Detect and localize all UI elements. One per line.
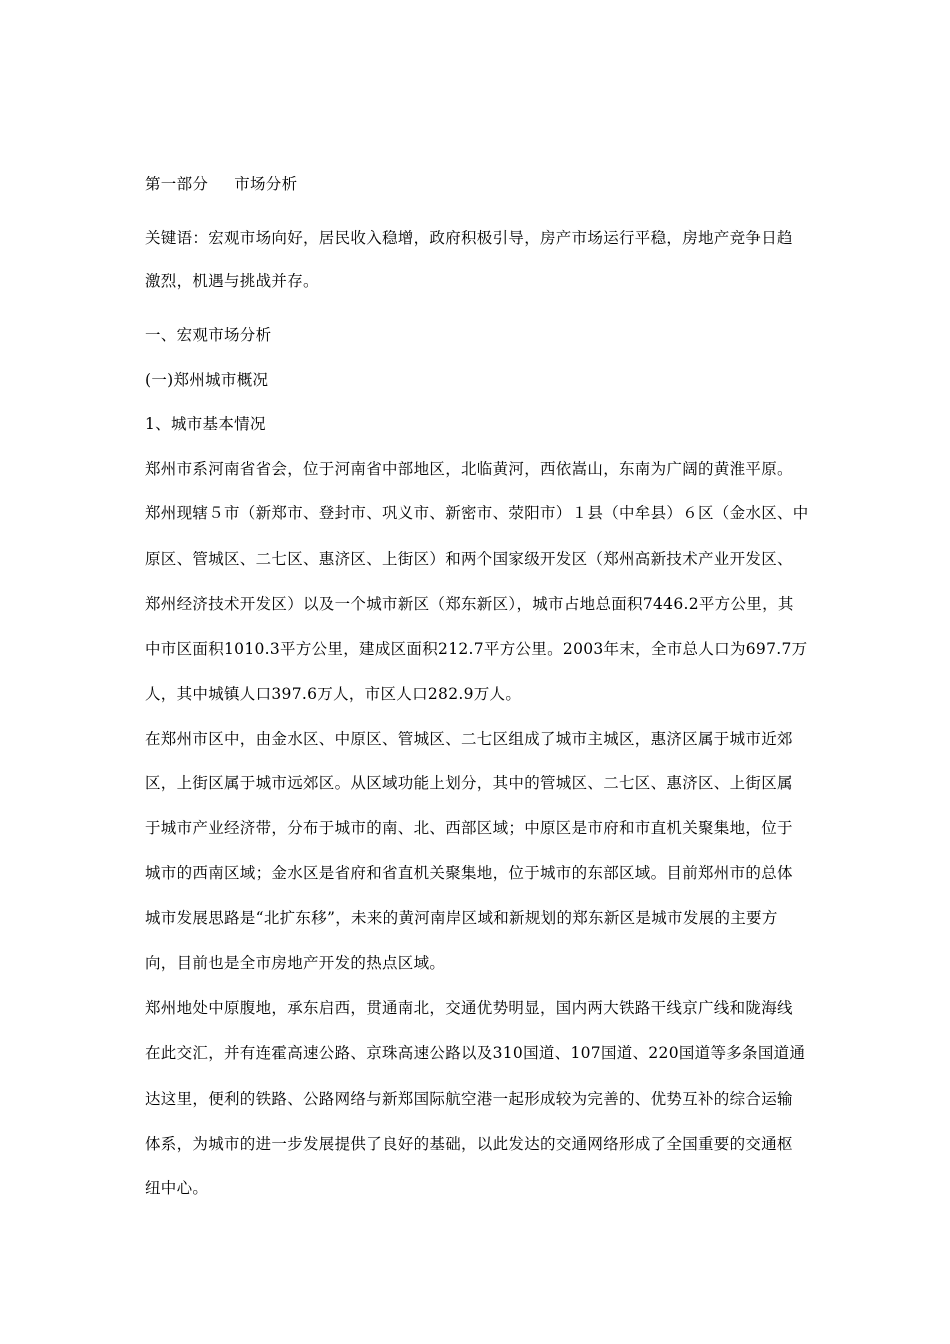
part-title-name: 市场分析 — [234, 175, 298, 193]
paragraph-line: 向，目前也是全市房地产开发的热点区域。 — [145, 954, 446, 972]
paragraph-line: 郑州经济技术开发区）以及一个城市新区（郑东新区），城市占地总面积7446.2平方公里，其 — [145, 595, 794, 613]
section-heading: 一、宏观市场分析 — [145, 326, 272, 344]
keywords-line: 激烈，机遇与挑战并存。 — [145, 272, 319, 290]
paragraph-line: 达这里，便利的铁路、公路网络与新郑国际航空港一起形成较为完善的、优势互补的综合运输 — [145, 1090, 793, 1108]
paragraph-line: 区，上街区属于城市远郊区。从区域功能上划分，其中的管城区、二七区、惠济区、上街区属 — [145, 774, 793, 792]
keywords-line: 关键语：宏观市场向好，居民收入稳增，政府积极引导，房产市场运行平稳，房地产竞争日趋 — [145, 229, 793, 247]
paragraph-line: 原区、管城区、二七区、惠济区、上街区）和两个国家级开发区（郑州高新技术产业开发区、 — [145, 550, 793, 568]
paragraph-line: 人，其中城镇人口397.6万人，市区人口282.9万人。 — [145, 685, 522, 703]
paragraph-line: 郑州现辖５市（新郑市、登封市、巩义市、新密市、荥阳市）１县（中牟县）６区（金水区、中 — [145, 504, 809, 522]
paragraph-line: 中市区面积1010.3平方公里，建成区面积212.7平方公里。2003年末，全市总人口为697.7万 — [145, 640, 808, 658]
paragraph-line: 城市发展思路是“北扩东移”，未来的黄河南岸区域和新规划的郑东新区是城市发展的主要方 — [145, 909, 778, 927]
subsection-heading: (一)郑州城市概况 — [145, 371, 269, 389]
paragraph-line: 在此交汇，并有连霍高速公路、京珠高速公路以及310国道、107国道、220国道等多条国道通 — [145, 1044, 806, 1062]
paragraph-line: 郑州市系河南省省会，位于河南省中部地区，北临黄河，西依嵩山，东南为广阔的黄淮平原。 — [145, 460, 793, 478]
paragraph-line: 纽中心。 — [145, 1179, 209, 1197]
paragraph-line: 在郑州市区中，由金水区、中原区、管城区、二七区组成了城市主城区，惠济区属于城市近郊 — [145, 730, 793, 748]
paragraph-line: 城市的西南区域；金水区是省府和省直机关聚集地，位于城市的东部区域。目前郑州市的总体 — [145, 864, 793, 882]
item-heading: 1、城市基本情况 — [145, 415, 266, 433]
paragraph-line: 体系，为城市的进一步发展提供了良好的基础，以此发达的交通网络形成了全国重要的交通枢 — [145, 1135, 793, 1153]
part-title — [145, 174, 297, 194]
part-title-number: 第一部分 — [145, 175, 209, 193]
paragraph-line: 郑州地处中原腹地，承东启西，贯通南北，交通优势明显，国内两大铁路干线京广线和陇海线 — [145, 999, 793, 1017]
paragraph-line: 于城市产业经济带，分布于城市的南、北、西部区域；中原区是市府和市直机关聚集地，位于 — [145, 819, 793, 837]
